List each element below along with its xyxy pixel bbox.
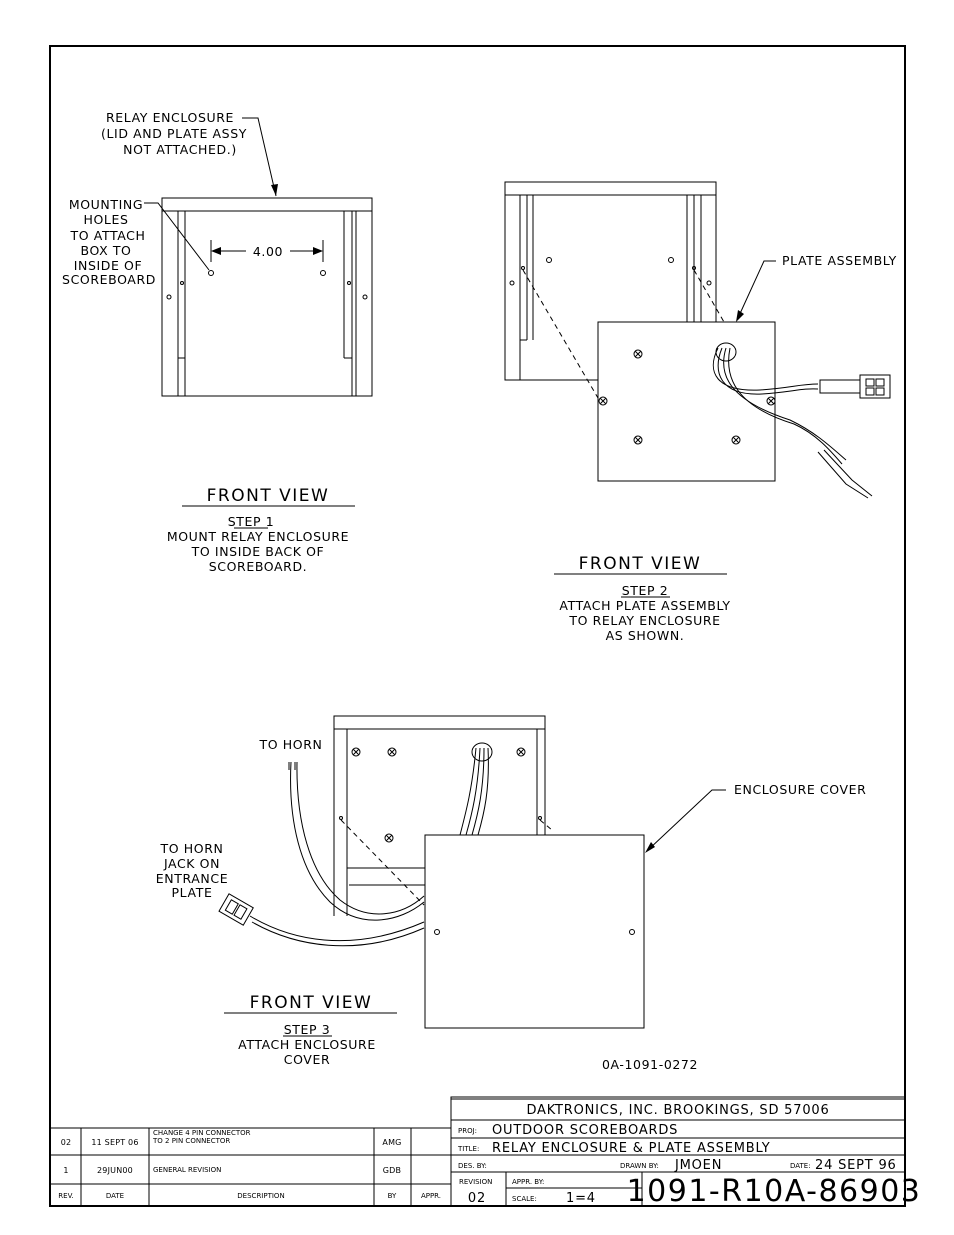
- rev-header-desc: DESCRIPTION: [237, 1192, 285, 1200]
- step1-view-title: FRONT VIEW: [206, 486, 330, 506]
- rev-row-2-rev: 1: [63, 1166, 69, 1175]
- step1-step: STEP 1: [227, 514, 275, 529]
- step1-mount-6: SCOREBOARD: [62, 272, 156, 287]
- step2-desc-2: TO RELAY ENCLOSURE: [569, 613, 721, 628]
- rev-row-2-desc-1: GENERAL REVISION: [153, 1166, 222, 1174]
- step1-mount-3: TO ATTACH: [70, 228, 146, 243]
- step2-label-plate: PLATE ASSEMBLY: [782, 253, 897, 268]
- step3-jack-1: TO HORN: [160, 841, 224, 856]
- date-label: DATE:: [790, 1162, 811, 1170]
- step3-jack-4: PLATE: [171, 885, 213, 900]
- step1-mount-5: INSIDE OF: [73, 258, 143, 273]
- step1-label-relay: RELAY ENCLOSURE: [105, 110, 235, 125]
- step2-plate: [598, 322, 890, 498]
- step3-desc-1: ATTACH ENCLOSURE: [238, 1037, 376, 1052]
- proj-label: PROJ:: [458, 1127, 478, 1135]
- step3-leader: [645, 790, 726, 853]
- step3-cover: [425, 835, 644, 1028]
- rev-row-2-date: 29JUN00: [97, 1166, 133, 1175]
- rev-row-1-date: 11 SEPT 06: [91, 1138, 139, 1147]
- step1-label-relay-3: NOT ATTACHED.): [123, 142, 237, 157]
- step1-mount-4: BOX TO: [80, 243, 132, 258]
- step2-connector: [820, 375, 890, 398]
- rev-row-2-by: GDB: [382, 1166, 402, 1175]
- step3-connector: [219, 894, 253, 925]
- step3-desc-2: COVER: [283, 1052, 331, 1067]
- drawn-label: DRAWN BY:: [620, 1162, 659, 1170]
- drawn-value: JMOEN: [675, 1158, 723, 1173]
- rev-header-rev: REV.: [58, 1192, 74, 1200]
- step2-view-title: FRONT VIEW: [578, 554, 702, 574]
- step2-leader: [736, 261, 776, 322]
- step3-step: STEP 3: [283, 1022, 331, 1037]
- step3-jack-2: JACK ON: [163, 856, 221, 871]
- rev-header-by: BY: [387, 1192, 397, 1200]
- step2-screws: [599, 350, 775, 444]
- step2-desc-3: AS SHOWN.: [605, 628, 685, 643]
- revision-label: REVISION: [459, 1178, 493, 1186]
- step3-jack-3: ENTRANCE: [155, 871, 229, 886]
- step3-label-cover: ENCLOSURE COVER: [734, 782, 867, 797]
- step1-mount-1: MOUNTING: [68, 197, 144, 212]
- rev-header-date: DATE: [105, 1192, 125, 1200]
- step2-wires: [713, 348, 872, 498]
- step3-view-title: FRONT VIEW: [249, 993, 373, 1013]
- rev-row-1-rev: 02: [60, 1138, 72, 1147]
- company-name: DAKTRONICS, INC. BROOKINGS, SD 57006: [526, 1103, 830, 1118]
- step2-enclosure: [505, 182, 724, 398]
- title-label: TITLE:: [458, 1145, 480, 1153]
- scale-label: SCALE:: [512, 1195, 537, 1203]
- rev-row-1-by: AMG: [382, 1138, 402, 1147]
- appr-label: APPR. BY:: [512, 1178, 545, 1186]
- drawing-number: 1091-R10A-86903: [626, 1174, 922, 1209]
- step1-desc-3: SCOREBOARD.: [208, 559, 308, 574]
- scale-value: 1=4: [566, 1191, 596, 1206]
- title-value: RELAY ENCLOSURE & PLATE ASSEMBLY: [492, 1141, 771, 1156]
- step1-dimension-text: 4.00: [252, 244, 284, 259]
- des-label: DES. BY:: [458, 1162, 487, 1170]
- date-value: 24 SEPT 96: [815, 1158, 897, 1173]
- proj-value: OUTDOOR SCOREBOARDS: [492, 1123, 679, 1138]
- step1-label-relay-2: (LID AND PLATE ASSY: [101, 126, 247, 141]
- rev-row-1-desc-1: CHANGE 4 PIN CONNECTOR: [153, 1129, 251, 1137]
- step2-step: STEP 2: [621, 583, 669, 598]
- step1-desc-2: TO INSIDE BACK OF: [191, 544, 325, 559]
- step2-desc-1: ATTACH PLATE ASSEMBLY: [559, 598, 731, 613]
- reference-number: 0A-1091-0272: [601, 1057, 699, 1072]
- revision-value: 02: [467, 1191, 487, 1206]
- step3-enclosure: [334, 716, 552, 916]
- step3-to-horn: TO HORN: [259, 737, 323, 752]
- step1-enclosure: [162, 198, 372, 396]
- step1-mount-2: HOLES: [83, 212, 129, 227]
- rev-header-appr: APPR.: [420, 1192, 442, 1200]
- step1-desc-1: MOUNT RELAY ENCLOSURE: [166, 529, 350, 544]
- rev-row-1-desc-2: TO 2 PIN CONNECTOR: [153, 1137, 231, 1145]
- step3-wires: [250, 748, 488, 946]
